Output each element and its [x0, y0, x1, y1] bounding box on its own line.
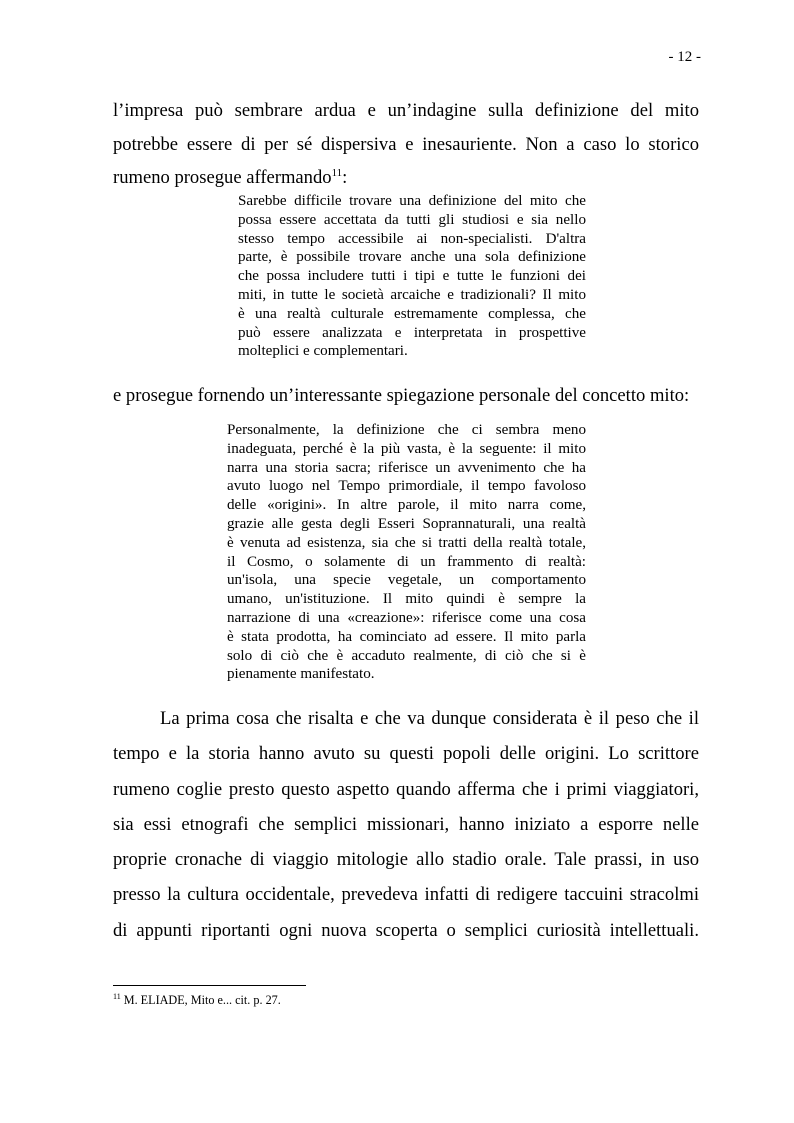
text-line: l’impresa può sembrare ardua e un’indagine sulla definizione del mito [113, 100, 699, 121]
text-line: potrebbe essere di per sé dispersiva e inesauriente. Non a caso lo storico [113, 133, 699, 155]
quote-line: è stata prodotta, ha cominciato ad essere. Il mito parla [227, 628, 586, 645]
quote-line: che possa includere tutti i tipi e tutte le funzioni dei [238, 268, 586, 285]
text-line: proprie cronache di viaggio mitologie allo stadio orale. Tale prassi, in uso [113, 849, 699, 871]
quote-line: pienamente manifestato. [227, 666, 375, 683]
footnote-11 [113, 992, 613, 1008]
quote-line: può essere analizzata e interpretata in prospettive [238, 324, 586, 341]
text-fragment: La prima cosa che risalta e che va dunque considerata è il peso che il [160, 708, 699, 729]
quote-line: un'isola, una specie vegetale, un comportamento [227, 572, 586, 589]
text-line: sia essi etnografi che semplici missionari, hanno iniziato a esporre nelle [113, 813, 699, 835]
text-fragment: rumeno prosegue affermando [113, 167, 332, 188]
paragraph-main [113, 701, 699, 948]
quote-line: delle «origini». In altre parole, il mito narra come, [227, 497, 586, 514]
quote-line: avuto luogo nel Tempo primordiale, il tempo favoloso [227, 478, 586, 495]
footnote-text: M. ELIADE, Mito e... cit. p. 27. [120, 993, 281, 1007]
quote-line: molteplici e complementari. [238, 343, 408, 360]
quote-line: solo di ciò che è accaduto realmente, di ciò che si è [227, 647, 586, 664]
text-line [113, 161, 699, 195]
quote-line: Sarebbe difficile trovare una definizione del mito che [238, 193, 586, 209]
block-quote-2 [227, 421, 586, 684]
quote-line: il Cosmo, o solamente di un frammento di realtà: [227, 553, 586, 570]
quote-line: narrazione di una «creazione»: riferisce come una cosa [227, 609, 586, 626]
text-fragment: : [342, 167, 348, 188]
quote-line: è una realtà culturale estremamente complessa, che [238, 305, 586, 322]
text-line: e prosegue fornendo un’interessante spiegazione personale del concetto mito: [113, 385, 690, 406]
footnote-reference[interactable]: 11 [331, 166, 343, 179]
quote-line: umano, un'istituzione. Il mito quindi è sempre la [227, 591, 586, 608]
text-line [113, 701, 699, 736]
quote-line: stesso tempo accessibile ai non-specialisti. D'altra [238, 230, 586, 247]
paragraph-intro [113, 94, 699, 195]
quote-line: possa essere accettata da tutti gli studiosi e sia nello [238, 211, 586, 228]
quote-line: inadeguata, perché è la più vasta, è la seguente: il mito [227, 440, 586, 457]
quote-line: grazie alle gesta degli Esseri Soprannaturali, una realtà [227, 515, 586, 532]
text-line: rumeno coglie presto questo aspetto quando afferma che i primi viaggiatori, [113, 778, 699, 800]
quote-line: è venuta ad esistenza, sia che si tratti della realtà totale, [227, 534, 586, 551]
text-line: tempo e la storia hanno avuto su questi popoli delle origini. Lo scrittore [113, 743, 699, 765]
footnote-number: 11 [113, 991, 121, 1001]
quote-line: narra una storia sacra; riferisce un avvenimento che ha [227, 459, 586, 476]
page-number: - 12 - [668, 49, 701, 65]
block-quote-1 [238, 192, 586, 361]
quote-line: Personalmente, la definizione che ci sembra meno [227, 422, 586, 438]
quote-line: miti, in tutte le società arcaiche e tradizionali? Il mito [238, 286, 586, 303]
footnote-separator [113, 985, 306, 986]
text-line: di appunti riportanti ogni nuova scoperta o semplici curiosità intellettuali. [113, 919, 699, 941]
paragraph-transition [113, 379, 699, 413]
text-line: presso la cultura occidentale, prevedeva infatti di redigere taccuini stracolmi [113, 884, 699, 906]
quote-line: parte, è possibile trovare anche una sola definizione [238, 249, 586, 266]
